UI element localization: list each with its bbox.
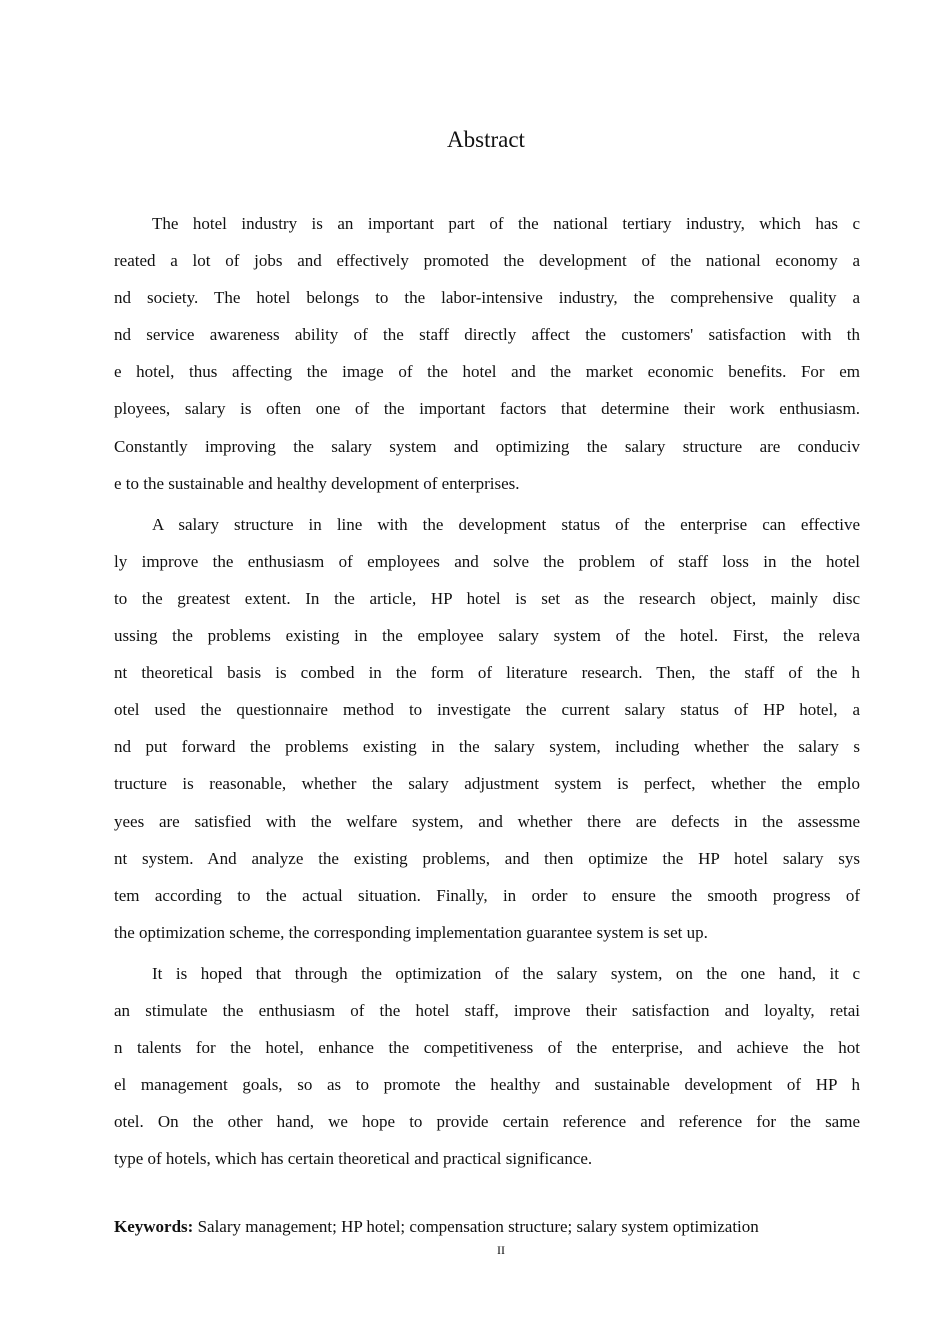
paragraph-line: nd society. The hotel belongs to the labor-intensive industry, the comprehensive quality a <box>114 288 860 308</box>
paragraph-line: ly improve the enthusiasm of employees and solve the problem of staff loss in the hotel <box>114 551 860 571</box>
paragraph-line: e to the sustainable and healthy development of enterprises. <box>114 473 520 493</box>
paragraph-line: Constantly improving the salary system and optimizing the salary structure are conduciv <box>114 436 860 456</box>
paragraph-line: reated a lot of jobs and effectively promoted the development of the national economy a <box>114 251 860 271</box>
keywords-label: Keywords: <box>114 1217 194 1236</box>
paragraph-line: nt theoretical basis is combed in the form of literature research. Then, the staff of the h <box>114 663 860 683</box>
paragraph-line: otel. On the other hand, we hope to provide certain reference and reference for the same <box>114 1112 860 1132</box>
abstract-title: Abstract <box>447 127 525 152</box>
paragraph-line: e hotel, thus affecting the image of the hotel and the market economic benefits. For em <box>114 362 860 382</box>
paragraph-line: the optimization scheme, the corresponding implementation guarantee system is set up. <box>114 922 708 942</box>
paragraph-line: an stimulate the enthusiasm of the hotel staff, improve their satisfaction and loyalty, retai <box>114 1000 860 1020</box>
paragraph-line: The hotel industry is an important part of the national tertiary industry, which has c <box>152 214 860 233</box>
paragraph-line: yees are satisfied with the welfare system, and whether there are defects in the assessme <box>114 811 860 831</box>
paragraph-line: type of hotels, which has certain theoretical and practical significance. <box>114 1149 593 1169</box>
paragraph-line: ussing the problems existing in the employee salary system of the hotel. First, the releva <box>114 626 860 646</box>
paragraph-line: ployees, salary is often one of the important factors that determine their work enthusiasm. <box>114 399 860 419</box>
paragraph-line: nd service awareness ability of the staff directly affect the customers' satisfaction with th <box>114 325 860 345</box>
paragraph-line: nd put forward the problems existing in the salary system, including whether the salary s <box>114 737 860 757</box>
paragraph-line: A salary structure in line with the development status of the enterprise can effective <box>152 514 860 534</box>
keywords-line <box>114 1214 759 1240</box>
paragraph-line: nt system. And analyze the existing problems, and then optimize the HP hotel salary sys <box>114 848 860 868</box>
paragraph-line: el management goals, so as to promote the healthy and sustainable development of HP h <box>114 1075 860 1095</box>
page-number: II <box>497 1243 505 1257</box>
paragraph-3 <box>114 955 860 1178</box>
paragraph-line: tructure is reasonable, whether the salary adjustment system is perfect, whether the emplo <box>114 774 860 794</box>
keywords-text: Salary management; HP hotel; compensation structure; salary system optimization <box>197 1217 759 1236</box>
paragraph-line: tem according to the actual situation. Finally, in order to ensure the smooth progress of <box>114 885 860 905</box>
paragraph-2 <box>114 506 860 951</box>
abstract-body <box>114 205 860 1181</box>
paragraph-line: otel used the questionnaire method to investigate the current salary status of HP hotel, a <box>114 700 860 720</box>
paragraph-line: to the greatest extent. In the article, HP hotel is set as the research object, mainly disc <box>114 588 860 608</box>
paragraph-line: n talents for the hotel, enhance the competitiveness of the enterprise, and achieve the hot <box>114 1038 860 1058</box>
paragraph-1 <box>114 205 860 502</box>
paragraph-line: It is hoped that through the optimization of the salary system, on the one hand, it c <box>152 963 860 983</box>
